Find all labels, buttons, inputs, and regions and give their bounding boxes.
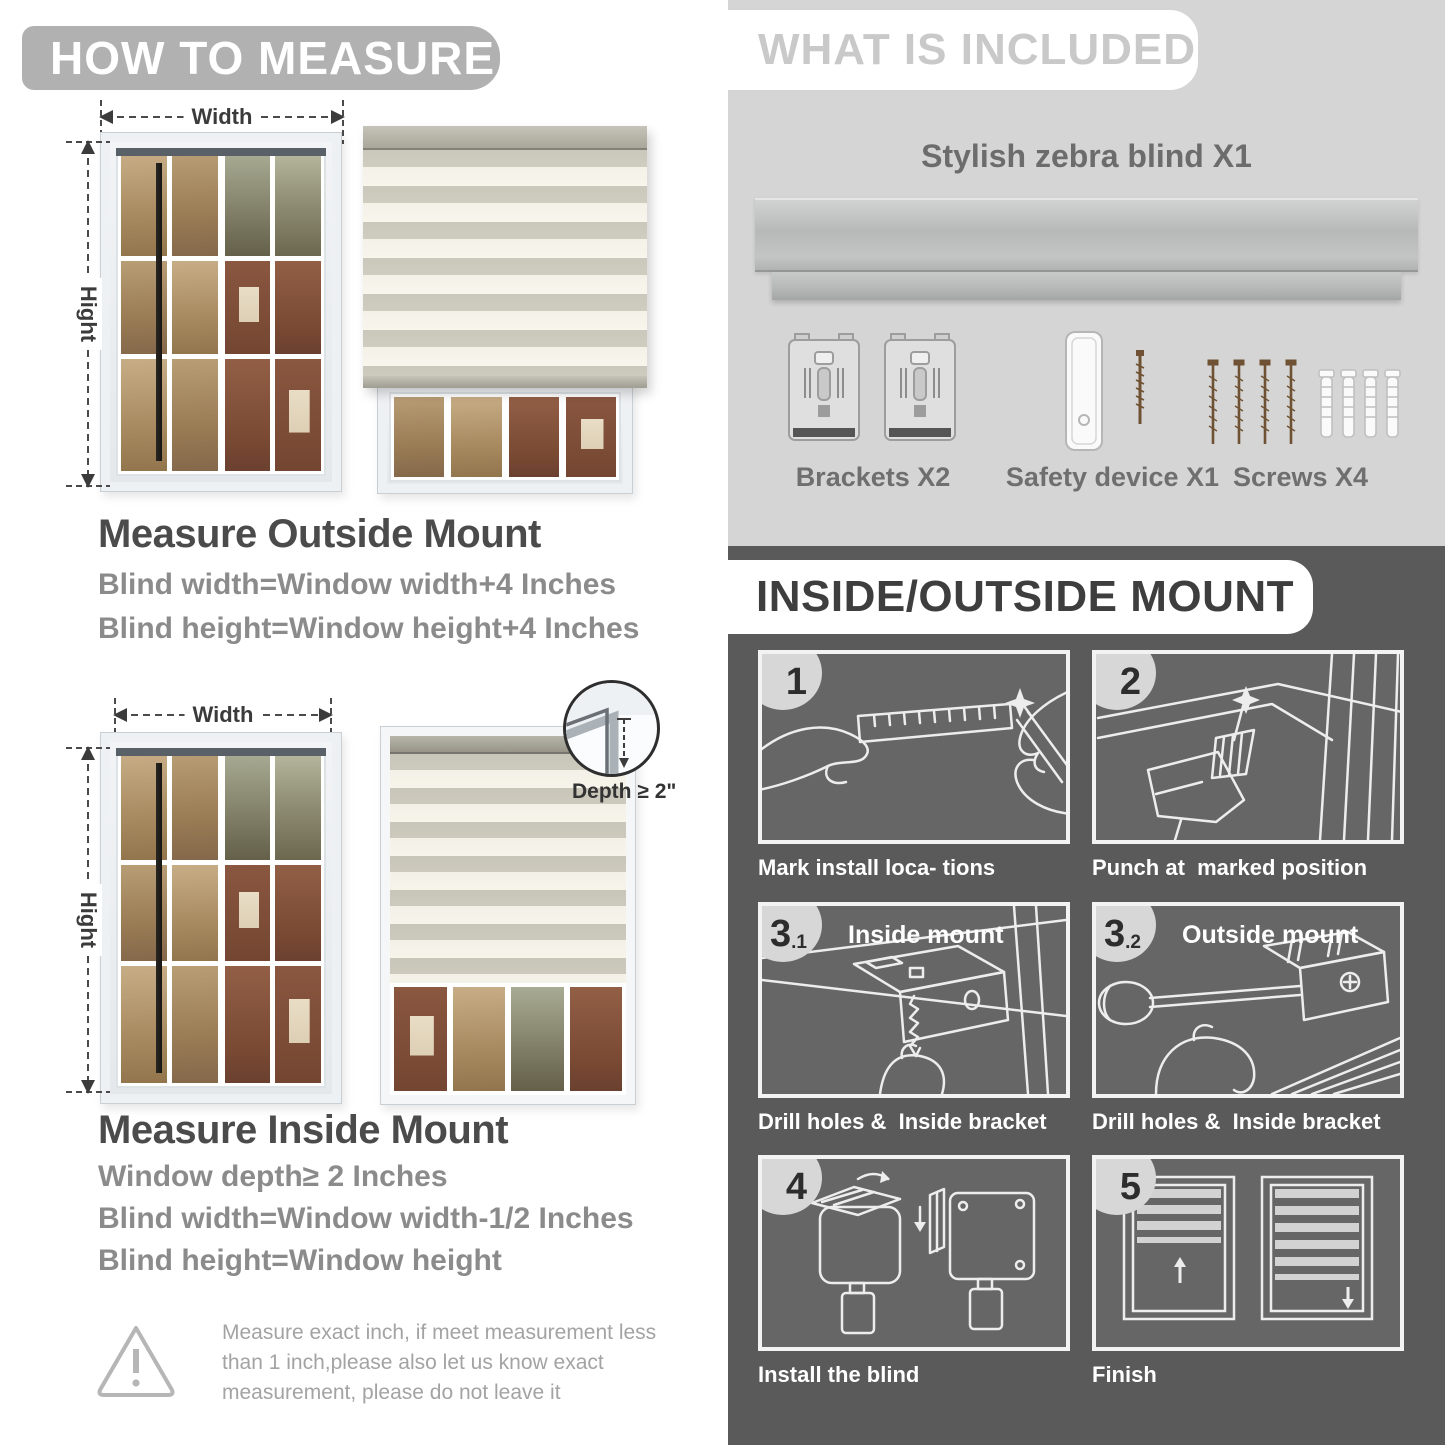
height-label: Hight — [74, 278, 102, 350]
step-3-2-badge: 3 .2 — [1092, 902, 1156, 962]
step-3-2-title: Outside mount — [1182, 921, 1359, 949]
window-photo-outside — [100, 132, 342, 492]
outside-width-formula: Blind width=Window width+4 Inches — [98, 568, 617, 601]
step-5-illustration-box — [1092, 1155, 1404, 1351]
step-4-caption: Install the blind — [758, 1362, 920, 1387]
brackets-label: Brackets X2 — [795, 462, 951, 492]
drainpipe — [156, 163, 162, 462]
step-3-2-illustration-box — [1092, 902, 1404, 1098]
outside-height-formula: Blind height=Window height+4 Inches — [98, 612, 640, 645]
step-3-1-badge: 3 .1 — [758, 902, 822, 962]
what-is-included-banner — [728, 10, 1198, 90]
step-4-illustration-box — [758, 1155, 1070, 1351]
warning-triangle-icon — [94, 1322, 178, 1402]
window-top-jamb — [116, 748, 326, 756]
inside-outside-mount-title: INSIDE/OUTSIDE MOUNT — [756, 572, 1295, 621]
step-1-illustration-box — [758, 650, 1070, 844]
step-2 — [1092, 650, 1404, 881]
outside-mount-blind-figure — [363, 126, 647, 494]
step-5-badge: 5 — [1092, 1155, 1156, 1215]
window-sash-right — [225, 753, 322, 1083]
width-label: Width — [184, 103, 261, 131]
window-sash-right — [225, 153, 322, 471]
blind-cassette — [363, 126, 647, 150]
step-2-caption: Punch at marked position — [1092, 855, 1368, 880]
screws-image — [1206, 352, 1401, 457]
window-photo-inside — [100, 732, 342, 1104]
step-3-1-caption: Drill holes & Inside bracket — [758, 1109, 1047, 1134]
measure-inside-heading: Measure Inside Mount — [98, 1108, 509, 1152]
how-to-measure-banner — [22, 26, 500, 90]
inside-width-formula: Blind width=Window width-1/2 Inches — [98, 1202, 634, 1235]
inside-height-formula: Blind height=Window height — [98, 1244, 502, 1277]
outside-height-annotation — [66, 138, 110, 490]
step-1 — [758, 650, 1070, 881]
inside-height-annotation — [66, 744, 110, 1096]
window-glass — [390, 983, 626, 1095]
frame-corner-detail — [566, 683, 657, 774]
blind-bottom-rail — [363, 376, 647, 388]
what-is-included-title: WHAT IS INCLUDED — [758, 25, 1197, 74]
step-5 — [1092, 1155, 1404, 1388]
zebra-blind-outside — [363, 126, 647, 388]
screws-label: Screws X4 — [1232, 462, 1369, 492]
step-3-1-illustration-box — [758, 902, 1070, 1098]
what-is-included-panel — [728, 0, 1445, 546]
step-2-illustration-box — [1092, 650, 1404, 844]
mount-instructions-panel — [728, 546, 1445, 1445]
step-1-caption: Mark install loca- tions — [758, 855, 996, 880]
blind-headrail-image — [755, 198, 1418, 272]
blind-stripes — [363, 150, 647, 376]
brackets-image — [783, 330, 963, 455]
step-3-1-title: Inside mount — [848, 921, 1004, 949]
depth-label: Depth ≥ 2" — [572, 780, 677, 803]
step-2-badge: 2 — [1092, 650, 1156, 710]
height-label: Hight — [74, 884, 102, 956]
window-sash-left — [121, 753, 218, 1083]
step-3-2-caption: Drill holes & Inside bracket — [1092, 1109, 1381, 1134]
measure-outside-heading: Measure Outside Mount — [98, 512, 541, 556]
window-top-jamb — [116, 148, 326, 156]
step-5-caption: Finish — [1092, 1362, 1157, 1387]
how-to-measure-title: HOW TO MEASURE — [50, 32, 496, 84]
step-3-2 — [1092, 902, 1404, 1135]
window-glass — [116, 748, 326, 1088]
depth-magnifier — [563, 680, 660, 777]
window-sash-left — [121, 153, 218, 471]
measurement-warning-text: Measure exact inch, if meet measurement less than 1 inch,please also let us know exact measurement, please do not leave it — [222, 1321, 657, 1404]
width-label: Width — [185, 701, 262, 729]
step-4 — [758, 1155, 1070, 1388]
step-3-1 — [758, 902, 1070, 1135]
step-1-badge: 1 — [758, 650, 822, 710]
safety-device-label: Safety device X1 — [1005, 462, 1220, 492]
step-4-badge: 4 — [758, 1155, 822, 1215]
safety-device-image — [1048, 328, 1178, 456]
inside-outside-mount-banner — [728, 560, 1313, 634]
blind-headrail-lip — [772, 272, 1401, 300]
product-title: Stylish zebra blind X1 — [921, 138, 1252, 174]
window-glass — [116, 148, 326, 476]
drainpipe — [156, 763, 162, 1073]
window-sliver — [377, 380, 633, 494]
inside-depth-formula: Window depth≥ 2 Inches — [98, 1160, 448, 1193]
